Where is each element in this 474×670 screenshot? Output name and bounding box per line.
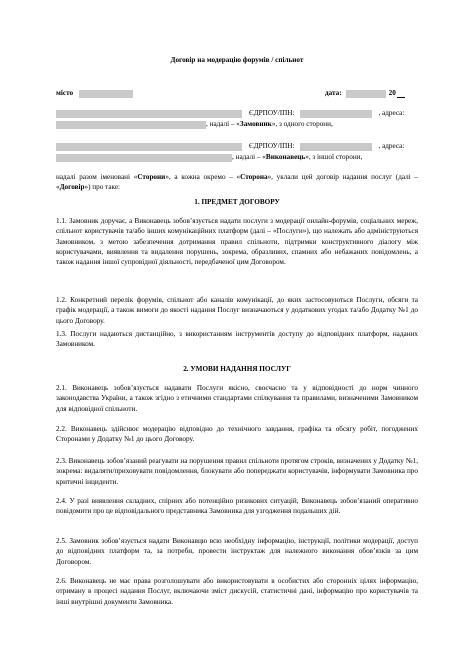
intro-paragraph [56, 172, 418, 193]
party1-tail-pre: , надалі – « [206, 120, 240, 128]
party1-tail-post: », з одного сторони, [271, 120, 333, 128]
party1-edrpou-label: ЄДРПОУ/ІПН: [249, 109, 295, 117]
date-line [325, 89, 405, 98]
clause-2-5: 2.5. Замовник зобов’язується надати Виконавцю всю необхідну інформацію, інструкції, політики модерації, доступ до відповідних платформ та, за потреби, провести інструктаж для належного виконання обов’язків за цим Договором. [56, 537, 418, 566]
party2-edrpou-field[interactable] [300, 143, 372, 151]
intro-text-1: надалі разом іменовані « [56, 173, 138, 181]
clause-2-6: 2.6. Виконавець не має права розголошувати або використовувати в особистих або сторонніх цілях інформацію, отриману в процесі надання Послуг, включаючи зміст дискусій, статистичні дані, інформацію про користувачів та інші внутрішні документи Замовника. [56, 577, 418, 606]
city-field[interactable] [79, 90, 133, 98]
intro-text-4: ») про таке: [84, 183, 121, 192]
intro-bold-parties: Сторони [137, 173, 166, 181]
party2-line1 [56, 142, 404, 151]
party2-address-label: , адреса: [378, 142, 405, 150]
party1-name-field[interactable] [56, 110, 242, 118]
intro-bold-contract: Договір [59, 183, 85, 192]
city-label: місто [56, 89, 74, 97]
party1-address-label: , адреса: [378, 109, 405, 117]
clause-2-3: 2.3. Виконавець зобов’язаний реагувати на порушення правил спільноти протягом строків, визначених у Додатку №1, зокрема: видаляти/приховувати повідомлення, блокувати або попереджати користувачів, інформувати Замовника про критичні інциденти. [56, 457, 418, 486]
intro-text-2: », а кожна окремо – « [165, 173, 241, 181]
year-field[interactable] [397, 90, 405, 98]
party2-role: Виконавець [265, 153, 306, 161]
intro-bold-party: Сторона [240, 173, 268, 181]
clause-2-4: 2.4. У разі виявлення складних, спірних або потенційно ризикових ситуацій, Виконавець зобов’язаний оперативно повідомити про це відповідального представника Замовника для узгодження подальших дій. [56, 497, 418, 516]
party1-line1 [56, 109, 404, 118]
section-2-heading: 2. УМОВИ НАДАННЯ ПОСЛУГ [183, 365, 291, 373]
date-field[interactable] [346, 90, 386, 98]
party2-edrpou-label: ЄДРПОУ/ІПН: [249, 142, 295, 150]
clause-2-1: 2.1. Виконавець зобов’язується надавати Послуги якісно, своєчасно та у відповідності до норм чинного законодавства України, а також згідно з етичними стандартами спілкування та правилами, визначеними Замовником для відповідної спільноти. [56, 384, 418, 413]
document-title: Договір на модерацію форумів / спільнот [170, 56, 304, 64]
party2-name-field[interactable] [56, 143, 242, 151]
section-1-heading: 1. ПРЕДМЕТ ДОГОВОРУ [194, 198, 280, 206]
city-line [56, 89, 133, 98]
party2-tail-post: », з іншої сторони, [305, 153, 363, 161]
party1-role: Замовник [239, 120, 272, 128]
party2-line2 [56, 153, 362, 162]
party2-address-field[interactable] [56, 154, 232, 162]
date-label: дата: [325, 89, 342, 97]
clause-1-3: 1.3. Послуги надаються дистанційно, з використанням інструментів доступу до відповідних платформ, наданих Замовником. [56, 330, 418, 349]
party1-line2 [56, 120, 333, 129]
clause-2-2: 2.2. Виконавець здійснює модерацію відповідно до технічного завдання, графіка та обсягу робіт, погоджених Сторонами у Додатку №1 до цього Договору. [56, 425, 418, 444]
clause-1-1: 1.1. Замовник доручає, а Виконавець зобов’язується надати послуги з модерації онлайн-форумів, соціальних мереж, спільнот користувачів та/або інших комунікаційних платформ (далі – «Послуги»), що належать або адмініструються Замовником, з метою забезпечення дотримання правил спільноти, підтримки конструктивного діалогу між користувачами, виявлення та видалення порушень, зокрема, образливих, спамних або небажаних повідомлень, а також надання іншої супровідної діяльності, передбаченої цим Договором. [56, 217, 418, 267]
party1-address-field[interactable] [56, 121, 206, 129]
intro-text-3: », уклали цей договір надання послуг (далі – « [56, 173, 418, 192]
party1-edrpou-field[interactable] [300, 110, 372, 118]
party2-tail-pre: , надалі – « [232, 153, 266, 161]
clause-1-2: 1.2. Конкретний перелік форумів, спільнот або каналів комунікації, до яких застосовуються Послуги, обсяги та графік модерації, а також вимоги до якості надання Послуг визначаються у додаткових угодах та/або Додатку №1 до цього Договору. [56, 296, 418, 325]
year-prefix: 20 [388, 89, 396, 97]
